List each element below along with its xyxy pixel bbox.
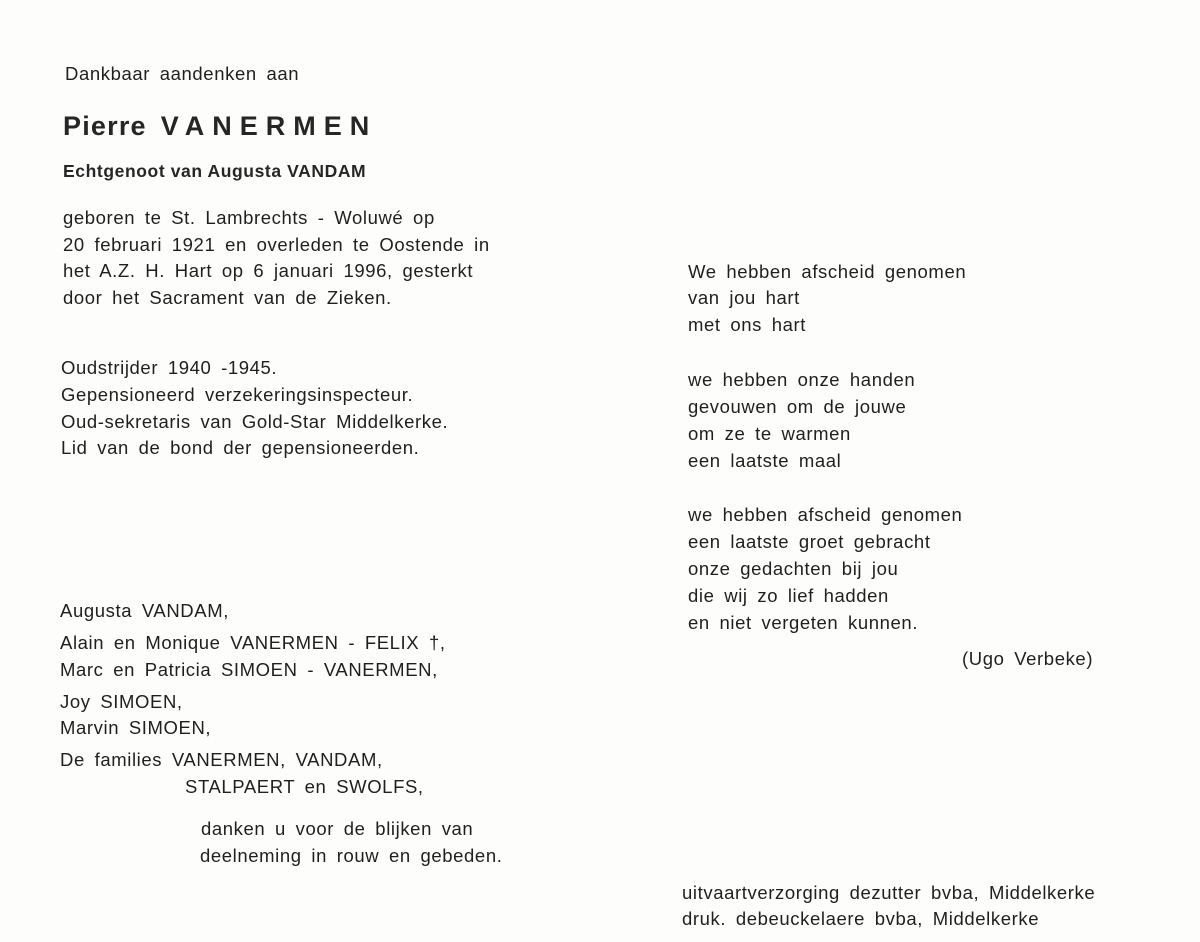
family-line: Joy SIMOEN, [60, 691, 183, 712]
family-line: STALPAERT en SWOLFS, [185, 776, 424, 797]
intro-text: Dankbaar aandenken aan [65, 63, 300, 84]
role-line: Gepensioneerd verzekeringsinspecteur. [61, 384, 414, 405]
poem-line: we hebben onze handen [688, 369, 916, 390]
bio-line: 20 februari 1921 en overleden te Oostende in [63, 234, 490, 255]
poem-author: (Ugo Verbeke) [962, 648, 1094, 669]
family-line: De families VANERMEN, VANDAM, [60, 749, 383, 770]
poem-line: met ons hart [688, 314, 807, 335]
poem-line: onze gedachten bij jou [688, 558, 899, 579]
role-line: Lid van de bond der gepensioneerden. [61, 437, 420, 458]
last-name: VANERMEN [160, 111, 378, 141]
poem-line: en niet vergeten kunnen. [688, 612, 919, 633]
poem-line: een laatste maal [688, 450, 842, 471]
first-name: Pierre [63, 111, 147, 141]
family-line: Marvin SIMOEN, [60, 717, 212, 738]
role-line: Oudstrijder 1940 -1945. [61, 357, 278, 378]
printer-line: druk. debeuckelaere bvba, Middelkerke [682, 908, 1040, 929]
poem-line: we hebben afscheid genomen [688, 504, 963, 525]
role-line: Oud-sekretaris van Gold-Star Middelkerke. [61, 411, 449, 432]
deceased-name [63, 109, 377, 143]
spouse-line: Echtgenoot van Augusta VANDAM [63, 161, 367, 181]
bio-line: door het Sacrament van de Zieken. [63, 287, 392, 308]
poem-line: om ze te warmen [688, 423, 851, 444]
bio-line: geboren te St. Lambrechts - Woluwé op [63, 207, 435, 228]
poem-line: We hebben afscheid genomen [688, 261, 967, 282]
family-line: Alain en Monique VANERMEN - FELIX †, [60, 632, 446, 653]
thanks-line: deelneming in rouw en gebeden. [200, 845, 503, 866]
poem-line: een laatste groet gebracht [688, 531, 931, 552]
family-line: Augusta VANDAM, [60, 600, 229, 621]
bio-line: het A.Z. H. Hart op 6 januari 1996, gesterkt [63, 260, 474, 281]
thanks-line: danken u voor de blijken van [201, 818, 474, 839]
poem-line: van jou hart [688, 287, 800, 308]
funeral-home-line: uitvaartverzorging dezutter bvba, Middelkerke [682, 882, 1096, 903]
family-line: Marc en Patricia SIMOEN - VANERMEN, [60, 659, 438, 680]
poem-line: die wij zo lief hadden [688, 585, 889, 606]
poem-line: gevouwen om de jouwe [688, 396, 907, 417]
